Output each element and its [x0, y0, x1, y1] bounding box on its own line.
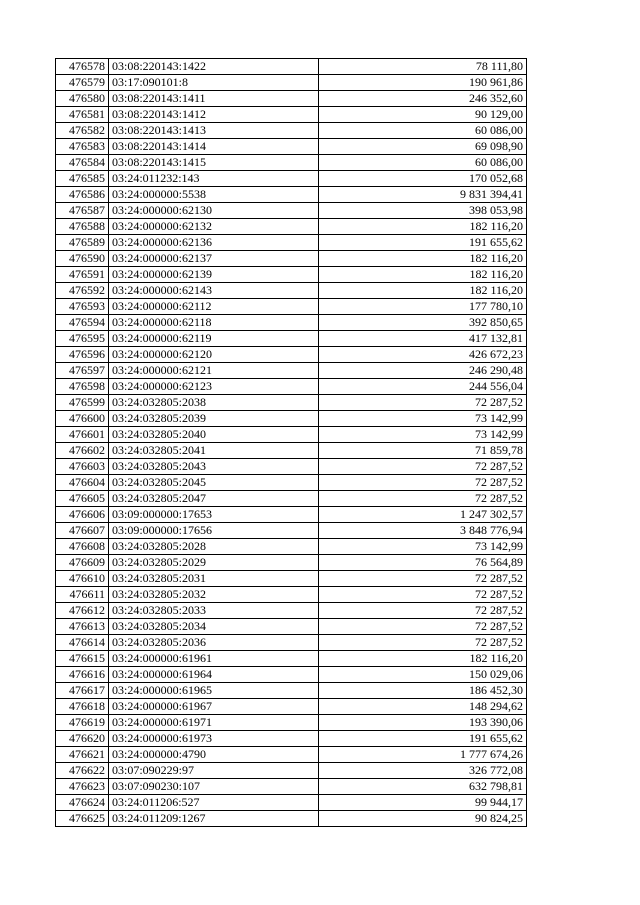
cell-cadastral-number: 03:24:000000:61967 [109, 699, 319, 715]
cell-value: 72 287,52 [319, 571, 527, 587]
cell-cadastral-number: 03:24:000000:62139 [109, 267, 319, 283]
table-row [56, 315, 527, 331]
cell-cadastral-number: 03:24:000000:61965 [109, 683, 319, 699]
table-row [56, 171, 527, 187]
cell-value: 182 116,20 [319, 251, 527, 267]
cell-cadastral-number: 03:24:000000:61964 [109, 667, 319, 683]
cell-id: 476598 [56, 379, 109, 395]
cell-cadastral-number: 03:24:011206:527 [109, 795, 319, 811]
cell-cadastral-number: 03:09:000000:17656 [109, 523, 319, 539]
cell-cadastral-number: 03:24:032805:2036 [109, 635, 319, 651]
cell-id: 476600 [56, 411, 109, 427]
table-row [56, 107, 527, 123]
cell-id: 476616 [56, 667, 109, 683]
table-row [56, 763, 527, 779]
cell-value: 9 831 394,41 [319, 187, 527, 203]
cell-value: 182 116,20 [319, 283, 527, 299]
cell-id: 476610 [56, 571, 109, 587]
cell-id: 476578 [56, 59, 109, 75]
cell-cadastral-number: 03:24:000000:62118 [109, 315, 319, 331]
cell-value: 60 086,00 [319, 155, 527, 171]
cell-cadastral-number: 03:24:011232:143 [109, 171, 319, 187]
cell-value: 71 859,78 [319, 443, 527, 459]
cell-id: 476620 [56, 731, 109, 747]
cell-value: 182 116,20 [319, 267, 527, 283]
cell-value: 60 086,00 [319, 123, 527, 139]
cell-id: 476615 [56, 651, 109, 667]
cell-cadastral-number: 03:24:000000:62143 [109, 283, 319, 299]
table-row [56, 539, 527, 555]
cell-cadastral-number: 03:24:032805:2041 [109, 443, 319, 459]
cell-value: 72 287,52 [319, 603, 527, 619]
cell-id: 476623 [56, 779, 109, 795]
cell-id: 476618 [56, 699, 109, 715]
cell-value: 244 556,04 [319, 379, 527, 395]
cell-value: 193 390,06 [319, 715, 527, 731]
cell-value: 72 287,52 [319, 635, 527, 651]
cell-id: 476593 [56, 299, 109, 315]
table-row [56, 203, 527, 219]
table-row [56, 667, 527, 683]
table-row [56, 747, 527, 763]
cell-value: 392 850,65 [319, 315, 527, 331]
cell-value: 191 655,62 [319, 235, 527, 251]
table-row [56, 795, 527, 811]
cell-id: 476607 [56, 523, 109, 539]
table-row [56, 779, 527, 795]
cell-cadastral-number: 03:24:000000:62120 [109, 347, 319, 363]
cell-value: 73 142,99 [319, 427, 527, 443]
cell-cadastral-number: 03:24:000000:5538 [109, 187, 319, 203]
cell-id: 476590 [56, 251, 109, 267]
table-row [56, 267, 527, 283]
table-row [56, 59, 527, 75]
cell-id: 476601 [56, 427, 109, 443]
cell-value: 148 294,62 [319, 699, 527, 715]
cell-value: 190 961,86 [319, 75, 527, 91]
cell-cadastral-number: 03:24:000000:62119 [109, 331, 319, 347]
cell-id: 476614 [56, 635, 109, 651]
cell-value: 182 116,20 [319, 651, 527, 667]
cell-cadastral-number: 03:24:032805:2034 [109, 619, 319, 635]
cell-value: 90 824,25 [319, 811, 527, 827]
cell-id: 476592 [56, 283, 109, 299]
table-row [56, 235, 527, 251]
cell-value: 170 052,68 [319, 171, 527, 187]
table-row [56, 411, 527, 427]
cell-value: 398 053,98 [319, 203, 527, 219]
cell-cadastral-number: 03:07:090230:107 [109, 779, 319, 795]
cell-cadastral-number: 03:24:032805:2029 [109, 555, 319, 571]
cell-value: 1 777 674,26 [319, 747, 527, 763]
table-row [56, 683, 527, 699]
cell-cadastral-number: 03:24:000000:61973 [109, 731, 319, 747]
cell-value: 326 772,08 [319, 763, 527, 779]
cell-cadastral-number: 03:09:000000:17653 [109, 507, 319, 523]
cell-value: 73 142,99 [319, 539, 527, 555]
cell-value: 76 564,89 [319, 555, 527, 571]
cell-cadastral-number: 03:24:032805:2038 [109, 395, 319, 411]
cell-id: 476609 [56, 555, 109, 571]
cell-id: 476599 [56, 395, 109, 411]
cell-cadastral-number: 03:24:032805:2028 [109, 539, 319, 555]
table-row [56, 395, 527, 411]
table-row [56, 475, 527, 491]
cell-cadastral-number: 03:24:000000:62121 [109, 363, 319, 379]
cell-id: 476588 [56, 219, 109, 235]
cell-id: 476580 [56, 91, 109, 107]
cell-id: 476594 [56, 315, 109, 331]
table-row [56, 347, 527, 363]
table-row [56, 459, 527, 475]
cell-id: 476581 [56, 107, 109, 123]
cell-cadastral-number: 03:24:032805:2043 [109, 459, 319, 475]
cell-id: 476624 [56, 795, 109, 811]
cell-cadastral-number: 03:08:220143:1413 [109, 123, 319, 139]
table-row [56, 507, 527, 523]
cell-id: 476604 [56, 475, 109, 491]
cell-id: 476617 [56, 683, 109, 699]
cell-cadastral-number: 03:08:220143:1412 [109, 107, 319, 123]
table-row [56, 699, 527, 715]
table-row [56, 91, 527, 107]
table-row [56, 715, 527, 731]
cell-cadastral-number: 03:17:090101:8 [109, 75, 319, 91]
cell-id: 476587 [56, 203, 109, 219]
cell-cadastral-number: 03:24:032805:2032 [109, 587, 319, 603]
cell-value: 72 287,52 [319, 491, 527, 507]
cell-cadastral-number: 03:08:220143:1422 [109, 59, 319, 75]
cell-id: 476585 [56, 171, 109, 187]
cell-cadastral-number: 03:24:000000:62123 [109, 379, 319, 395]
cell-id: 476603 [56, 459, 109, 475]
table-row [56, 587, 527, 603]
cell-id: 476621 [56, 747, 109, 763]
cell-cadastral-number: 03:24:000000:62136 [109, 235, 319, 251]
cell-value: 191 655,62 [319, 731, 527, 747]
cell-cadastral-number: 03:24:032805:2031 [109, 571, 319, 587]
cell-value: 78 111,80 [319, 59, 527, 75]
table-row [56, 811, 527, 827]
cell-value: 72 287,52 [319, 395, 527, 411]
cell-value: 72 287,52 [319, 475, 527, 491]
table-row [56, 379, 527, 395]
cell-cadastral-number: 03:24:032805:2047 [109, 491, 319, 507]
cell-value: 1 247 302,57 [319, 507, 527, 523]
cell-value: 246 352,60 [319, 91, 527, 107]
cell-id: 476612 [56, 603, 109, 619]
cell-cadastral-number: 03:08:220143:1414 [109, 139, 319, 155]
table-row [56, 75, 527, 91]
cell-value: 426 672,23 [319, 347, 527, 363]
table-row [56, 123, 527, 139]
cell-id: 476597 [56, 363, 109, 379]
cell-id: 476591 [56, 267, 109, 283]
cell-id: 476584 [56, 155, 109, 171]
cell-value: 632 798,81 [319, 779, 527, 795]
table-row [56, 363, 527, 379]
table-row [56, 619, 527, 635]
cell-value: 177 780,10 [319, 299, 527, 315]
table-row [56, 571, 527, 587]
table-row [56, 427, 527, 443]
cell-id: 476582 [56, 123, 109, 139]
table-row [56, 603, 527, 619]
cell-id: 476583 [56, 139, 109, 155]
table-row [56, 283, 527, 299]
table-row [56, 251, 527, 267]
cell-value: 72 287,52 [319, 619, 527, 635]
table-row [56, 491, 527, 507]
table-row [56, 555, 527, 571]
table-row [56, 731, 527, 747]
table-row [56, 299, 527, 315]
cell-cadastral-number: 03:24:000000:62130 [109, 203, 319, 219]
cell-value: 73 142,99 [319, 411, 527, 427]
table-body [56, 59, 527, 827]
cell-id: 476579 [56, 75, 109, 91]
table-row [56, 187, 527, 203]
table-row [56, 139, 527, 155]
cell-value: 150 029,06 [319, 667, 527, 683]
cell-id: 476611 [56, 587, 109, 603]
cell-id: 476625 [56, 811, 109, 827]
cell-cadastral-number: 03:24:000000:61961 [109, 651, 319, 667]
table-row [56, 523, 527, 539]
cell-id: 476602 [56, 443, 109, 459]
cell-value: 186 452,30 [319, 683, 527, 699]
data-table [55, 58, 527, 827]
cell-value: 72 287,52 [319, 459, 527, 475]
cell-id: 476596 [56, 347, 109, 363]
cell-cadastral-number: 03:07:090229:97 [109, 763, 319, 779]
table-row [56, 331, 527, 347]
cell-value: 417 132,81 [319, 331, 527, 347]
cell-cadastral-number: 03:24:000000:62137 [109, 251, 319, 267]
table-row [56, 651, 527, 667]
cell-id: 476613 [56, 619, 109, 635]
table-row [56, 155, 527, 171]
cell-cadastral-number: 03:24:032805:2033 [109, 603, 319, 619]
cell-id: 476606 [56, 507, 109, 523]
cell-cadastral-number: 03:24:000000:62132 [109, 219, 319, 235]
table-row [56, 443, 527, 459]
cell-cadastral-number: 03:24:000000:4790 [109, 747, 319, 763]
cell-cadastral-number: 03:08:220143:1415 [109, 155, 319, 171]
cell-id: 476608 [56, 539, 109, 555]
cell-value: 182 116,20 [319, 219, 527, 235]
cell-id: 476595 [56, 331, 109, 347]
cell-cadastral-number: 03:24:032805:2045 [109, 475, 319, 491]
cell-cadastral-number: 03:24:011209:1267 [109, 811, 319, 827]
cell-id: 476586 [56, 187, 109, 203]
cell-id: 476589 [56, 235, 109, 251]
cell-cadastral-number: 03:24:000000:61971 [109, 715, 319, 731]
cell-cadastral-number: 03:24:000000:62112 [109, 299, 319, 315]
cell-value: 90 129,00 [319, 107, 527, 123]
cell-cadastral-number: 03:24:032805:2040 [109, 427, 319, 443]
cell-value: 72 287,52 [319, 587, 527, 603]
cell-value: 69 098,90 [319, 139, 527, 155]
cell-value: 246 290,48 [319, 363, 527, 379]
cell-id: 476619 [56, 715, 109, 731]
cell-cadastral-number: 03:08:220143:1411 [109, 91, 319, 107]
cell-cadastral-number: 03:24:032805:2039 [109, 411, 319, 427]
table-row [56, 635, 527, 651]
cell-value: 99 944,17 [319, 795, 527, 811]
cell-id: 476605 [56, 491, 109, 507]
table-row [56, 219, 527, 235]
cell-id: 476622 [56, 763, 109, 779]
cell-value: 3 848 776,94 [319, 523, 527, 539]
